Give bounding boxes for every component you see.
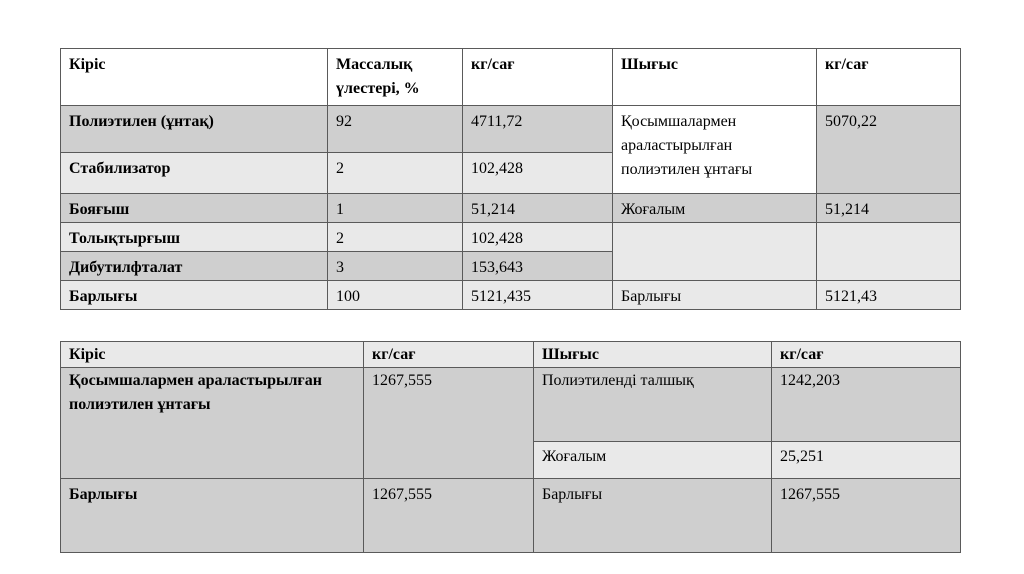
output-value: 1242,203 bbox=[772, 368, 961, 442]
total-row bbox=[61, 281, 961, 310]
table-row bbox=[61, 223, 961, 252]
row-label: Дибутилфталат bbox=[61, 252, 328, 281]
row-kg: 4711,72 bbox=[463, 106, 613, 153]
total-output-value: 5121,43 bbox=[817, 281, 961, 310]
header-kg-per-hour: кг/сағ bbox=[463, 49, 613, 106]
output-label: Полиэтиленді талшық bbox=[534, 368, 772, 442]
header-kg-per-hour-out: кг/сағ bbox=[772, 342, 961, 368]
output-value: 5070,22 bbox=[817, 106, 961, 194]
header-output: Шығыс bbox=[534, 342, 772, 368]
input-value: 1267,555 bbox=[364, 368, 534, 479]
total-percent: 100 bbox=[328, 281, 463, 310]
table-row bbox=[61, 106, 961, 153]
output-value: 51,214 bbox=[817, 194, 961, 223]
input-label: Қосымшалармен араластырылған полиэтилен ұнтағы bbox=[61, 368, 364, 479]
table-header-row bbox=[61, 49, 961, 106]
table-row bbox=[61, 194, 961, 223]
empty-output-cell bbox=[613, 223, 817, 281]
header-kg-per-hour-out: кг/сағ bbox=[817, 49, 961, 106]
total-output-label: Барлығы bbox=[613, 281, 817, 310]
row-label: Бояғыш bbox=[61, 194, 328, 223]
row-percent: 2 bbox=[328, 153, 463, 194]
output-label: Қосымшалармен араластырылған полиэтилен ұнтағы bbox=[613, 106, 817, 194]
row-percent: 3 bbox=[328, 252, 463, 281]
output-label: Жоғалым bbox=[613, 194, 817, 223]
row-label: Стабилизатор bbox=[61, 153, 328, 194]
row-percent: 92 bbox=[328, 106, 463, 153]
total-output-value: 1267,555 bbox=[772, 479, 961, 553]
header-output: Шығыс bbox=[613, 49, 817, 106]
row-kg: 51,214 bbox=[463, 194, 613, 223]
row-label: Толықтырғыш bbox=[61, 223, 328, 252]
total-kg: 5121,435 bbox=[463, 281, 613, 310]
total-label: Барлығы bbox=[61, 281, 328, 310]
header-kg-per-hour: кг/сағ bbox=[364, 342, 534, 368]
row-percent: 1 bbox=[328, 194, 463, 223]
total-value: 1267,555 bbox=[364, 479, 534, 553]
table-header-row bbox=[61, 342, 961, 368]
row-percent: 2 bbox=[328, 223, 463, 252]
material-balance-table-1 bbox=[60, 48, 961, 310]
header-input: Кіріс bbox=[61, 342, 364, 368]
table-row bbox=[61, 368, 961, 442]
total-label: Барлығы bbox=[61, 479, 364, 553]
empty-output-value-cell bbox=[817, 223, 961, 281]
row-label: Полиэтилен (ұнтақ) bbox=[61, 106, 328, 153]
output-value: 25,251 bbox=[772, 442, 961, 479]
row-kg: 153,643 bbox=[463, 252, 613, 281]
total-output-label: Барлығы bbox=[534, 479, 772, 553]
output-label: Жоғалым bbox=[534, 442, 772, 479]
header-mass-fraction: Массалық үлестері, % bbox=[328, 49, 463, 106]
header-input: Кіріс bbox=[61, 49, 328, 106]
row-kg: 102,428 bbox=[463, 223, 613, 252]
total-row bbox=[61, 479, 961, 553]
material-balance-table-2 bbox=[60, 341, 961, 553]
row-kg: 102,428 bbox=[463, 153, 613, 194]
